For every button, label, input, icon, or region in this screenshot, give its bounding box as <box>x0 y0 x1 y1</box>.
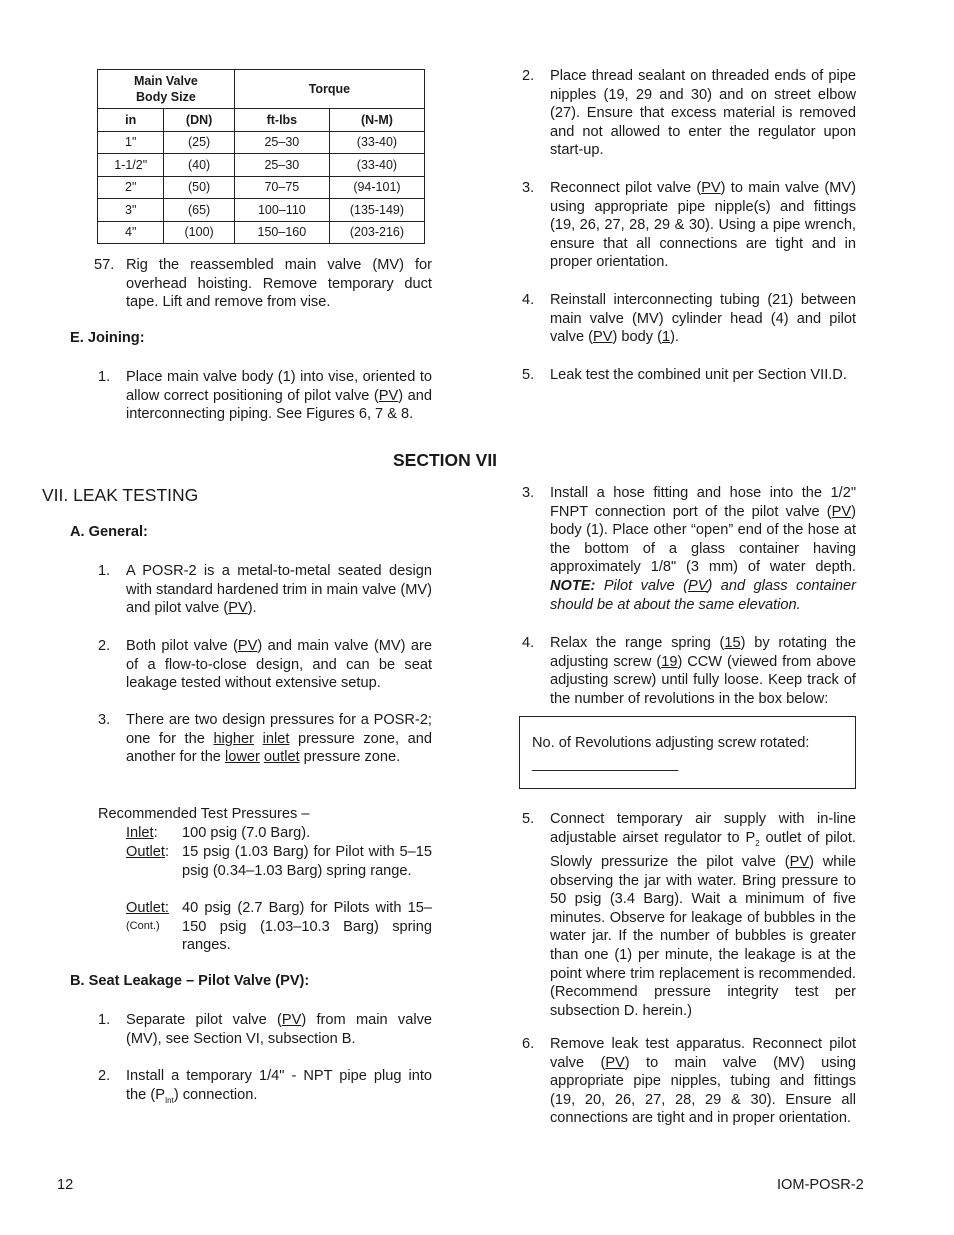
table-subheader: (DN) <box>164 109 234 132</box>
table-row <box>98 131 425 154</box>
table-cell: 25–30 <box>234 131 329 154</box>
step-number: 3. <box>522 485 535 501</box>
step-number: 2. <box>98 1068 111 1084</box>
table-row <box>98 221 425 244</box>
table-cell: (94-101) <box>329 176 424 199</box>
right-step-4b: Relax the range spring (15) by rotating the adjusting screw (19) CCW (viewed from above adjusting screw) until fully loose. Keep track of the number of revolutions in the box below: <box>550 635 857 707</box>
table-cell: (33-40) <box>329 154 424 177</box>
right-step-5: Leak test the combined unit per Section VII.D. <box>550 367 847 383</box>
inlet-value: 100 psig (7.0 Barg). <box>182 825 311 841</box>
joining-heading: E. Joining: <box>70 330 145 346</box>
right-step-6b: Remove leak test apparatus. Reconnect pilot valve (PV) to main valve (MV) using appropriate pipe nipples, tubing and fittings (19, 20, 26, 27, 28, 29 & 30). Ensure all connections are tight and in proper orientation. <box>550 1036 856 1127</box>
revolutions-box <box>519 716 856 789</box>
step-number: 57. <box>94 257 115 273</box>
table-cell: (203-216) <box>329 221 424 244</box>
step-number: 3. <box>98 712 111 728</box>
step-number: 1. <box>98 563 111 579</box>
right-step-3b: Install a hose fitting and hose into the 1/2" FNPT connection port of the pilot valve (PV) body (1). Place other “open” end of the hose at the bottom of a glass container having approximately 1/8" (3 mm) of water depth. NOTE: Pilot valve (PV) and glass container should be at about the same elevation. <box>550 485 856 613</box>
step-number: 3. <box>522 180 535 196</box>
table-cell: 3" <box>98 199 164 222</box>
table-cell: 100–110 <box>234 199 329 222</box>
seat-leakage-heading: B. Seat Leakage – Pilot Valve (PV): <box>70 973 310 989</box>
outlet-label: Outlet: <box>126 900 169 916</box>
table-cell: 150–160 <box>234 221 329 244</box>
step-57-text: Rig the reassembled main valve (MV) for overhead hoisting. Remove temporary duct tape. Lift and remove from vise. <box>126 257 432 311</box>
leak-testing-heading: VII. LEAK TESTING <box>42 485 199 505</box>
outlet-label: Outlet: <box>126 844 169 860</box>
step-number: 1. <box>98 1012 111 1028</box>
table-row <box>98 176 425 199</box>
step-number: 2. <box>98 638 111 654</box>
inlet-label: Inlet: <box>126 825 158 841</box>
table-cell: 1" <box>98 131 164 154</box>
step-number: 5. <box>522 367 535 383</box>
table-cell: (25) <box>164 131 234 154</box>
outlet-value: 40 psig (2.7 Barg) for Pilots with 15–150 psig (1.03–10.3 Barg) spring ranges. <box>182 900 432 954</box>
table-cell: 4" <box>98 221 164 244</box>
table-subheader: ft-lbs <box>234 109 329 132</box>
outlet-value: 15 psig (1.03 Barg) for Pilot with 5–15 psig (0.34–1.03 Barg) spring range. <box>182 844 432 879</box>
table-header-torque: Torque <box>234 70 424 109</box>
table-subheader: (N-M) <box>329 109 424 132</box>
recommended-pressures-label: Recommended Test Pressures – <box>98 806 310 822</box>
right-step-5b: Connect temporary air supply with in-line adjustable airset regulator to $P_2$ outlet of pilot. Slowly pressurize the pilot valve (PV) while observing the jar with water. Bring pressure to 50 psig (3.4 Barg). Wait a minimum of five minutes. Observe for leakage of bubbles in the water jar. If the number of bubbles is greater than one (1) per minute, the leakage is at the point where trim replacement is recommended. (Recommend pressure integrity test per subsection D. herein.) <box>550 811 857 1019</box>
table-subheader: in <box>98 109 164 132</box>
table-cell: 1-1/2" <box>98 154 164 177</box>
table-row <box>98 199 425 222</box>
table-cell: (100) <box>164 221 234 244</box>
page-number: 12 <box>57 1177 74 1193</box>
revolutions-blank: __________________ <box>532 756 679 772</box>
general-step-3: There are two design pressures for a POSR-2; one for the higher inlet pressure zone, and another for the lower outlet pressure zone. <box>126 712 432 766</box>
revolutions-label: No. of Revolutions adjusting screw rotated: <box>532 735 810 751</box>
right-step-4: Reinstall interconnecting tubing (21) between main valve (MV) cylinder head (4) and pilot valve (PV) body (1). <box>550 292 856 346</box>
step-number: 5. <box>522 811 535 827</box>
table-cell: (40) <box>164 154 234 177</box>
table-cell: (65) <box>164 199 234 222</box>
table-cell: 25–30 <box>234 154 329 177</box>
torque-table <box>97 69 425 244</box>
right-step-3: Reconnect pilot valve (PV) to main valve (MV) using appropriate pipe nipple(s) and fittings (19, 26, 27, 28, 29 & 30). Using a pipe wrench, ensure that all connections are tight and in proper orientation. <box>550 180 856 271</box>
section-title: SECTION VII <box>393 450 498 470</box>
table-header-size: Main Valve Body Size <box>98 70 235 109</box>
table-row <box>98 154 425 177</box>
seat-step-1: Separate pilot valve (PV) from main valve (MV), see Section VI, subsection B. <box>126 1012 432 1047</box>
step-number: 2. <box>522 68 535 84</box>
table-cell: 2" <box>98 176 164 199</box>
outlet-cont-label: (Cont.) <box>126 920 160 932</box>
general-heading: A. General: <box>70 524 148 540</box>
table-cell: (33-40) <box>329 131 424 154</box>
step-number: 6. <box>522 1036 535 1052</box>
step-number: 4. <box>522 635 535 651</box>
general-step-1: A POSR-2 is a metal-to-metal seated design with standard hardened trim in main valve (MV) and pilot valve (PV). <box>126 563 432 617</box>
step-number: 1. <box>98 369 111 385</box>
table-cell: (50) <box>164 176 234 199</box>
table-cell: (135-149) <box>329 199 424 222</box>
right-step-2: Place thread sealant on threaded ends of pipe nipples (19, 29 and 30) and on street elbow (27). Ensure that excess material is removed and not allowed to enter the regulator upon start-up. <box>550 68 856 159</box>
seat-step-2: Install a temporary 1/4" - NPT pipe plug into the $(P_{Int})$ connection. <box>126 1068 432 1105</box>
general-step-2: Both pilot valve (PV) and main valve (MV) are of a flow-to-close design, and can be seat leakage tested without extensive setup. <box>126 638 432 692</box>
table-cell: 70–75 <box>234 176 329 199</box>
step-number: 4. <box>522 292 535 308</box>
joining-step-1: Place main valve body (1) into vise, oriented to allow correct positioning of pilot valve (PV) and interconnecting piping. See Figures 6, 7 & 8. <box>126 369 432 423</box>
document-id: IOM-POSR-2 <box>777 1177 864 1193</box>
